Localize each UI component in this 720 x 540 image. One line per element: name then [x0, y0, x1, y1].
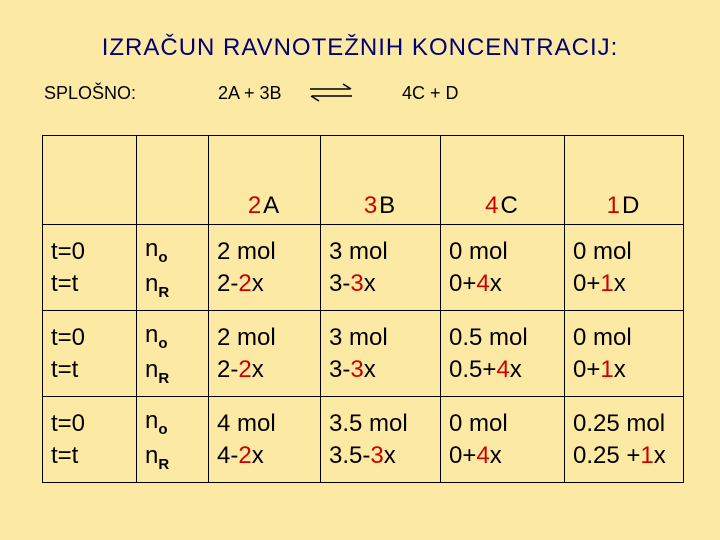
general-label: SPLOŠNO:: [44, 83, 137, 103]
species-b-cell: 3 mol 3-3x: [321, 225, 441, 311]
species-c-cell: 0 mol 0+4x: [441, 397, 565, 483]
species-b-cell: 3 mol 3-3x: [321, 311, 441, 397]
species-c-cell: 0 mol 0+4x: [441, 225, 565, 311]
moles-label-cell: $n_o$ $n_R$: [137, 225, 209, 311]
header-species-b: 3B: [321, 136, 441, 225]
time-cell: t=0 t=t: [43, 311, 137, 397]
header-species-c: 4C: [441, 136, 565, 225]
time-cell: t=0 t=t: [43, 225, 137, 311]
species-b-cell: 3.5 mol 3.5-3x: [321, 397, 441, 483]
species-d-cell: 0 mol 0+1x: [565, 311, 684, 397]
header-empty-cell: [43, 136, 137, 225]
equilibrium-arrow-icon: [308, 82, 354, 104]
species-a-cell: 2 mol 2-2x: [209, 225, 321, 311]
table-row: [43, 225, 684, 311]
table-header-row: [43, 136, 684, 225]
species-d-cell: 0 mol 0+1x: [565, 225, 684, 311]
header-species-d: 1D: [565, 136, 684, 225]
slide-title: IZRAČUN RAVNOTEŽNIH KONCENTRACIJ:: [101, 34, 619, 61]
species-c-cell: 0.5 mol 0.5+4x: [441, 311, 565, 397]
header-empty-cell: [137, 136, 209, 225]
species-a-cell: 4 mol 4-2x: [209, 397, 321, 483]
reaction-reactants: 2A + 3B: [218, 83, 282, 103]
species-d-cell: 0.25 mol 0.25 +1x: [565, 397, 684, 483]
header-species-a: 2A: [209, 136, 321, 225]
time-cell: t=0 t=t: [43, 397, 137, 483]
moles-label-cell: $n_o$ $n_R$: [137, 311, 209, 397]
moles-label-cell: $n_o$ $n_R$: [137, 397, 209, 483]
table-row: [43, 311, 684, 397]
concentration-table: [42, 135, 684, 483]
reaction-products: 4C + D: [402, 83, 459, 103]
table-row: [43, 397, 684, 483]
species-a-cell: 2 mol 2-2x: [209, 311, 321, 397]
